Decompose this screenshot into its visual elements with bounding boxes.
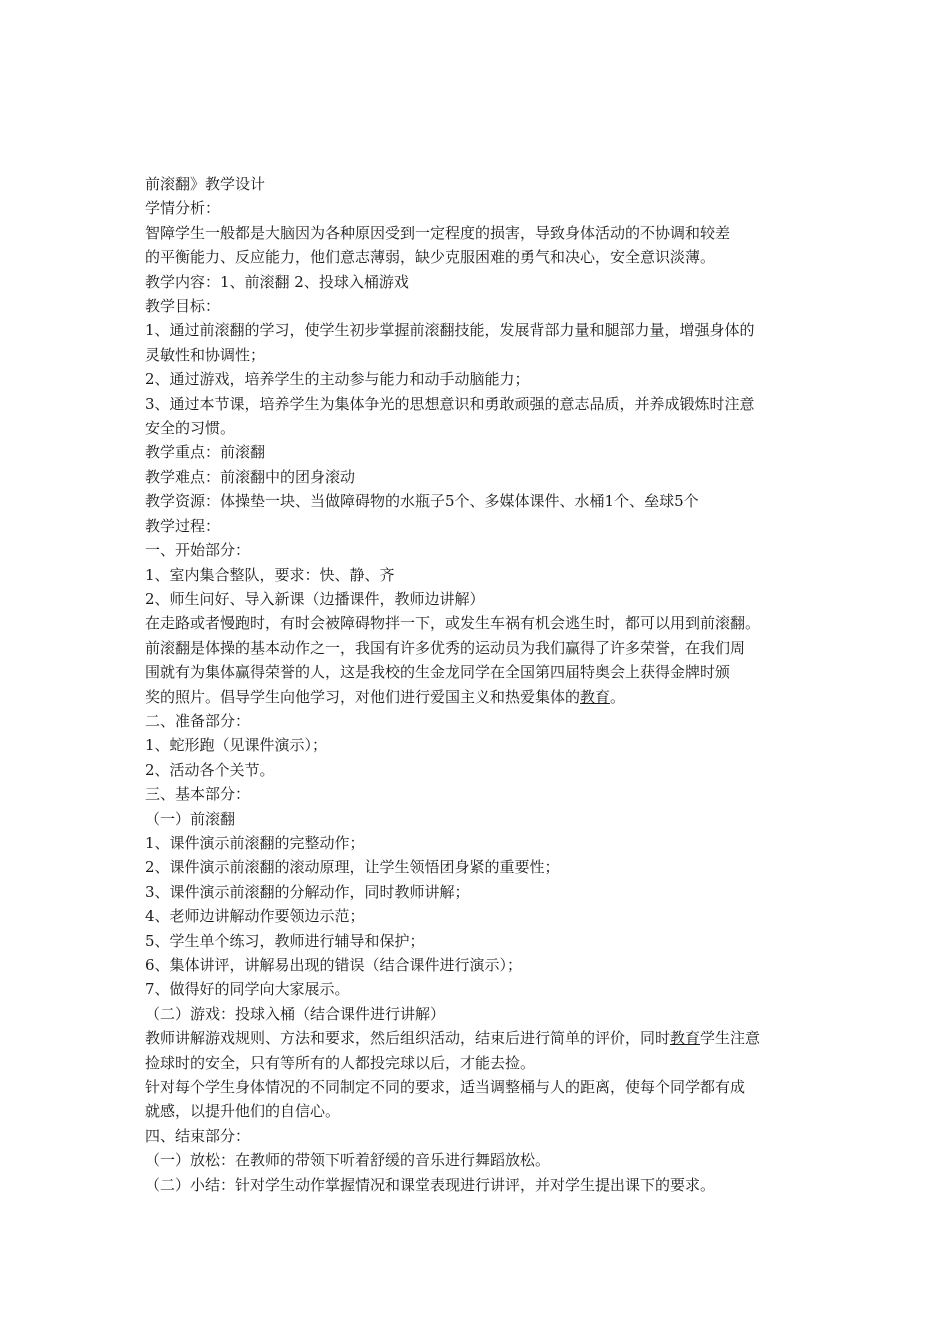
sub-heading: （二）小结：针对学生动作掌握情况和课堂表现进行讲评，并对学生提出课下的要求。 bbox=[145, 1175, 716, 1194]
list-item: 6、集体讲评，讲解易出现的错误（结合课件进行演示）； bbox=[145, 956, 523, 974]
document-body bbox=[145, 172, 810, 1197]
list-item: 5、学生单个练习，教师进行辅导和保护； bbox=[145, 931, 425, 950]
list-item: 2、活动各个关节。 bbox=[145, 760, 275, 779]
list-item: 1、室内集合整队，要求：快、静、齐 bbox=[145, 565, 395, 584]
goal-item: 2、通过游戏，培养学生的主动参与能力和动手动脑能力； bbox=[145, 370, 530, 389]
paragraph-line: 的平衡能力、反应能力，他们意志薄弱，缺少克服困难的勇气和决心，安全意识淡薄。 bbox=[145, 248, 716, 267]
key-point: 教学重点：前滚翻 bbox=[145, 443, 266, 462]
part-heading: 三、基本部分： bbox=[145, 785, 251, 804]
goal-item: 1、通过前滚翻的学习，使学生初步掌握前滚翻技能，发展背部力量和腿部力量，增强身体的 bbox=[145, 321, 755, 340]
paragraph-line: 就感，以提升他们的自信心。 bbox=[145, 1102, 341, 1121]
list-item: 7、做得好的同学向大家展示。 bbox=[145, 980, 350, 999]
text-span: 。 bbox=[610, 687, 626, 706]
list-item: 2、师生问好、导入新课（边播课件，教师边讲解） bbox=[145, 589, 485, 608]
paragraph-line bbox=[145, 1026, 810, 1050]
paragraph-line bbox=[145, 685, 810, 709]
paragraph-line: 在走路或者慢跑时，有时会被障碍物拌一下，或发生车祸有机会逃生时，都可以用到前滚翻。 bbox=[145, 614, 761, 633]
part-heading: 四、结束部分： bbox=[145, 1126, 251, 1145]
text-span: 教师讲解游戏规则、方法和要求，然后组织活动，结束后进行简单的评价，同时 bbox=[145, 1029, 671, 1048]
goal-item-continued: 安全的习惯。 bbox=[145, 419, 236, 438]
list-item: 1、蛇形跑（见课件演示）； bbox=[145, 736, 328, 755]
goal-item-continued: 灵敏性和协调性； bbox=[145, 345, 266, 364]
paragraph-line: 围就有为集体赢得荣誉的人，这是我校的生金龙同学在全国第四届特奥会上获得金牌时颁 bbox=[145, 663, 731, 682]
list-item: 4、老师边讲解动作要领边示范； bbox=[145, 907, 365, 926]
goal-item: 3、通过本节课，培养学生为集体争光的思想意识和勇敢顽强的意志品质，并养成锻炼时注意 bbox=[145, 394, 755, 413]
list-item: 3、课件演示前滚翻的分解动作，同时教师讲解； bbox=[145, 882, 470, 901]
education-link[interactable]: 教育 bbox=[670, 1029, 701, 1048]
part-heading: 二、准备部分： bbox=[145, 711, 251, 730]
text-span: 学生注意 bbox=[700, 1029, 761, 1048]
sub-heading: （一）放松：在教师的带领下听着舒缓的音乐进行舞蹈放松。 bbox=[145, 1151, 551, 1170]
difficulty: 教学难点：前滚翻中的团身滚动 bbox=[145, 467, 356, 486]
text-span: 奖的照片。倡导学生向他学习，对他们进行爱国主义和热爱集体的 bbox=[145, 687, 581, 706]
document-title: 前滚翻》教学设计 bbox=[145, 175, 266, 193]
section-heading-process: 教学过程： bbox=[145, 516, 221, 535]
paragraph-line: 智障学生一般都是大脑因为各种原因受到一定程度的损害，导致身体活动的不协调和较差 bbox=[145, 223, 731, 242]
paragraph-line: 针对每个学生身体情况的不同制定不同的要求，适当调整桶与人的距离，使每个同学都有成 bbox=[145, 1078, 746, 1097]
part-heading: 一、开始部分： bbox=[145, 541, 251, 560]
paragraph-line: 前滚翻是体操的基本动作之一，我国有许多优秀的运动员为我们赢得了许多荣誉，在我们周 bbox=[145, 638, 746, 657]
list-item: 1、课件演示前滚翻的完整动作； bbox=[145, 833, 365, 852]
teaching-content: 教学内容：1、前滚翻 2、投球入桶游戏 bbox=[145, 272, 409, 291]
section-heading-goals: 教学目标： bbox=[145, 297, 221, 316]
sub-heading: （二）游戏：投球入桶（结合课件进行讲解） bbox=[145, 1004, 446, 1023]
sub-heading: （一）前滚翻 bbox=[145, 809, 236, 828]
education-link[interactable]: 教育 bbox=[580, 687, 611, 706]
list-item: 2、课件演示前滚翻的滚动原理，让学生领悟团身紧的重要性； bbox=[145, 858, 560, 877]
paragraph-line: 捡球时的安全，只有等所有的人都投完球以后，才能去捡。 bbox=[145, 1053, 536, 1072]
resources: 教学资源：体操垫一块、当做障碍物的水瓶子5个、多媒体课件、水桶1个、垒球5个 bbox=[145, 492, 699, 511]
section-heading-analysis: 学情分析： bbox=[145, 199, 221, 218]
